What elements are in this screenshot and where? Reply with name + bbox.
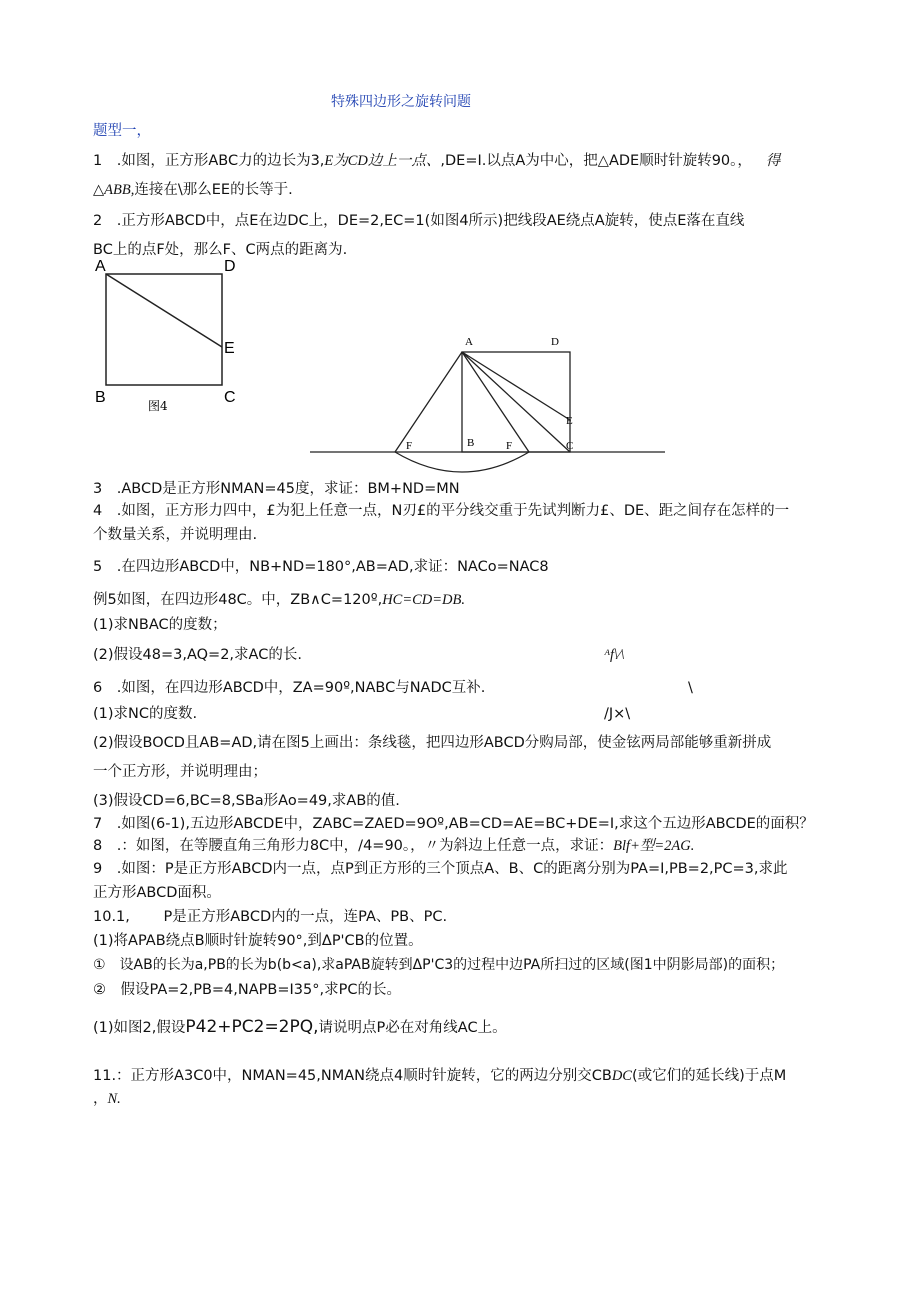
rotation-arc <box>395 452 529 472</box>
label-f-left: F <box>406 440 413 452</box>
problem-2-line-2: BC上的点F处，那么F、C两点的距离为. <box>93 242 348 258</box>
label-c: C <box>224 389 236 406</box>
problem-3: 3 .ABCD是正方形NMAN=45度，求证：BM+ND=MN <box>93 481 460 497</box>
problem-1-italic-2: 得 <box>765 153 781 169</box>
problem-6-side-mark-2: ∕J×\ <box>604 706 631 722</box>
problem-8-formula: Blf+型=2AG. <box>613 838 695 854</box>
label-b: B <box>95 389 106 406</box>
problem-6-part-1: (1)求NC的度数. <box>93 706 198 722</box>
problem-11-line-1 <box>93 1066 786 1086</box>
problem-1-line-1 <box>93 151 780 171</box>
problem-10-sub-1: ① 设AB的长为a,PB的长为b(b<a),求aPAB旋转到ΔP'C3的过程中边PA所扫过的区域(图1中阴影局部)的面积； <box>93 957 785 973</box>
segment-ac <box>462 352 570 452</box>
problem-6-part-2-line-2: 一个正方形，并说明理由； <box>93 764 267 780</box>
problem-10-part-1: (1)将APAB绕点B顺时针旋转90°,到ΔP'CB的位置。 <box>93 933 423 949</box>
problem-11-comma: ， <box>93 1091 108 1107</box>
problem-11-point-n: N. <box>107 1091 121 1107</box>
problem-1-text: 1 .如图，正方形ABC力的边长为3, <box>93 153 325 169</box>
label-e: E <box>224 340 235 357</box>
segment-ae <box>462 352 570 420</box>
problem-8-text: 8 .：如图，在等腰直角三角形力8C中，/4=90。，〃为斜边上任意一点，求证： <box>93 838 614 854</box>
problem-1-line-2 <box>93 180 293 200</box>
problem-1-question: 连接在\那么EE的长等于. <box>134 182 293 198</box>
page-title: 特殊四边形之旋转问题 <box>331 94 471 110</box>
label-d: D <box>224 258 236 275</box>
problem-4-line-2: 个数量关系，并说明理由. <box>93 527 258 543</box>
problem-6-part-3: (3)假设CD=6,BC=8,SBa形Ao=49,求AB的值. <box>93 793 400 809</box>
problem-2-line-1: 2 .正方形ABCD中，点E在边DC上，DE=2,EC=1(如图4所示)把线段AE绕点A旋转，使点E落在直线 <box>93 213 745 229</box>
label-a: A <box>465 336 473 348</box>
problem-9-line-1: 9 .如图：P是正方形ABCD内一点，点P到正方形的三个顶点A、B、C的距离分别为PA=I,PB=2,PC=3,求此 <box>93 861 788 877</box>
problem-9-line-2: 正方形ABCD面积。 <box>93 885 221 901</box>
figure-caption: 图4 <box>148 399 168 413</box>
problem-1-text-2: ,DE=I.以点A为中心，把△ADE顺时针旋转90。， <box>440 153 752 169</box>
problem-5: 5 .在四边形ABCD中，NB+ND=180°,AB=AD,求证：NACo=NAC8 <box>93 559 549 575</box>
example-5-part-1: (1)求NBAC的度数； <box>93 617 227 633</box>
figure-rotation <box>305 328 670 478</box>
problem-11-italic: DC <box>611 1068 632 1084</box>
label-c: C <box>566 440 574 452</box>
problem-10-sub-2: ② 假设PA=2,PB=4,NAPB=I35°,求PC的长。 <box>93 982 401 998</box>
label-f-right: F <box>506 440 513 452</box>
figure-4-square <box>88 254 248 416</box>
label-d: D <box>551 336 559 348</box>
label-a: A <box>95 258 106 275</box>
square-outline <box>106 274 222 385</box>
problem-11-line-2 <box>93 1089 121 1109</box>
example-5-part-2: (2)假设48=3,AQ=2,求AC的长. <box>93 647 302 663</box>
label-e: E <box>566 415 573 427</box>
problem-1-triangle: △ABB, <box>93 182 135 198</box>
problem-4-line-1: 4 .如图，正方形力四中，£为犯上任意一点，N刃£的平分线交重于先试判断力£、DE、距之间存在怎样的一 <box>93 503 790 519</box>
problem-8 <box>93 836 694 856</box>
problem-11-text-2: (或它们的延长线)于点M <box>631 1068 787 1084</box>
section-heading: 题型一， <box>93 123 151 139</box>
problem-7: 7 .如图(6-1),五边形ABCDE中，ZABC=ZAED=9Oº,AB=CD=AE=BC+DE=I,求这个五边形ABCDE的面积？ <box>93 816 814 832</box>
problem-6-side-mark: \ <box>688 680 693 696</box>
problem-1-italic: E为CD边上一点、 <box>324 153 441 169</box>
segment-ae <box>106 274 222 347</box>
problem-6-part-2-line-1: (2)假设BOCD且AB=AD,请在图5上画出：条线毯，把四边形ABCD分购局部，使金铉两局部能够重新拼成 <box>93 735 772 751</box>
segment-af1 <box>395 352 462 452</box>
example-5-italic: HC=CD=DB. <box>382 592 465 608</box>
example-5-line <box>93 590 465 610</box>
example-5-side-mark: ᴬf\∕\ <box>604 647 625 663</box>
problem-6-line: 6 .如图，在四边形ABCD中，ZA=90º,NABC与NADC互补. <box>93 680 486 696</box>
problem-11-text: 11.：正方形A3C0中，NMAN=45,NMAN绕点4顺时针旋转，它的两边分别交CB <box>93 1068 612 1084</box>
problem-10-part-2-text-2: 请说明点P必在对角线AC上。 <box>318 1020 507 1036</box>
example-5-text: 例5如图，在四边形48C。中，ZB∧C=120º, <box>93 592 383 608</box>
problem-10-part-2-text: (1)如图2,假设 <box>93 1020 186 1036</box>
label-b: B <box>467 437 475 449</box>
problem-10-formula: P42+PC2=2PQ, <box>185 1017 319 1037</box>
problem-10-part-2 <box>93 1017 507 1038</box>
problem-10-line: 10.1, P是正方形ABCD内的一点，连PA、PB、PC. <box>93 909 448 925</box>
